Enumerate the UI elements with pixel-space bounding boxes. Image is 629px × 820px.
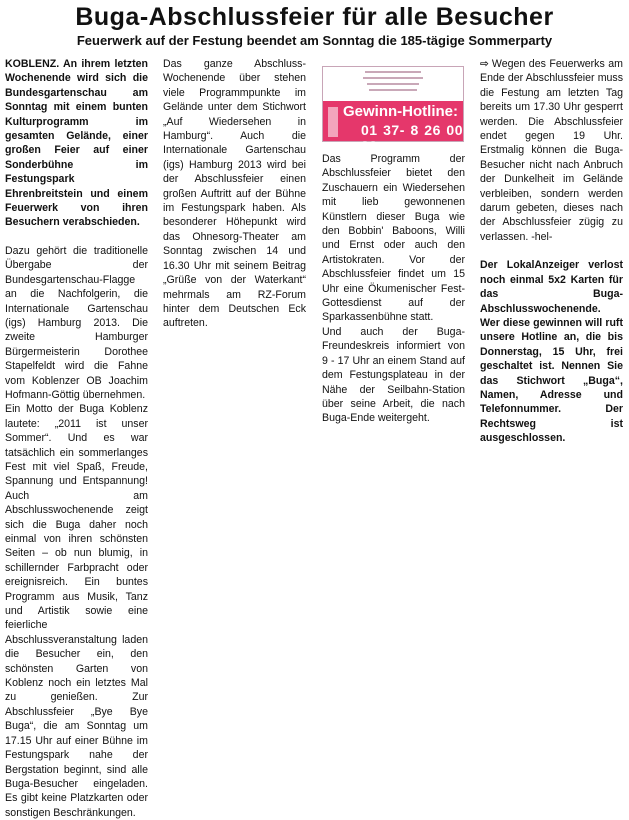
ad-header-area [323, 67, 463, 101]
column-1 [5, 57, 148, 820]
intro-paragraph: KOBLENZ. An ihrem letzten Wochenende wird sich die Bundesgartenschau am Sonntag mit einem bunten Kulturprogramm im gesamten Gelände, einer großen Feier auf einer Sonderbühne im Festungspark Ehrenbreitstein und einem Feuerwerk von ihren Besuchern verabschieden. [5, 58, 148, 229]
hotline-ad [322, 66, 464, 154]
ad-scribble [369, 89, 417, 91]
ad-scribble [363, 77, 423, 79]
ad-title: Gewinn-Hotline: [343, 103, 458, 120]
paragraph-motto: Ein Motto der Buga Koblenz lautete: „2011 ist unser Sommer“. Und es war tatsächlich ein sommerlanges Fest mit viel Spaß, Freude, Spannung und Entspannung! Auch am Abschlusswochenende zeigt sich die Buga daher noch einmal von ihren schönsten Seiten – ob nun blumig, in schillernder Farbpracht oder ereignisreich. Ein buntes Programm aus Musik, Tanz und Artistik sowie eine feierliche Abschlussveranstaltung laden die Besucher ein, den schönsten Garten von Koblenz noch ein letztes Mal zu genießen. Zur Abschlussfeier „Bye Bye Buga“, die am Sonntag um 17.15 Uhr auf einer Bühne im Festungspark nahe der Bergstation beginnt, sind alle Buga-Besucher eingeladen. Es gibt keine Platzkarten oder sonstigen Beschränkungen. [5, 403, 148, 819]
ad-scribble [365, 71, 421, 73]
column-4 [480, 57, 623, 446]
contest-paragraph: Der LokalAnzeiger verlost noch einmal 5x2 Karten für das Buga-Abschlusswochenende. Wer diese gewinnen will ruft unsere Hotline an, die bis Donnerstag, 15 Uhr, frei geschaltet ist. Nennen Sie das Stichwort „Buga“, Namen, Adresse und Telefonnummer. Der Rechtsweg ist ausgeschlossen. [480, 259, 623, 445]
ad-scribble [367, 83, 419, 85]
column-3 [322, 57, 465, 426]
paragraph-fireworks [480, 57, 623, 244]
paragraph-artists: Das Programm der Abschlussfeier bietet den Zuschauern ein Wiedersehen mit lieb gewonnenen Künstlern dieser Buga wie den Bobbin' Baboons, Willi und Ernst oder auch den Artistokraten. Vor der Abschlussfeier findet um 15 Uhr eine Ökumenischer Fest-Gottesdienst auf der Sparkassenbühne statt. [322, 153, 465, 324]
arrow-right-icon: ⇨ [480, 58, 489, 70]
fireworks-text: Wegen des Feuerwerks am Ende der Abschlussfeier muss die Festung am letzten Tag bereits um 17.30 Uhr gesperrt werden. Die Abschlussfeier endet gegen 19 Uhr. Erstmalig können die Buga-Besucher nicht nach Anbruch der Dunkelheit im Gelände verbleiben, sondern werden darum gebeten, dieses nach der Abschlussfeier zügig zu verlassen. [480, 58, 623, 243]
paragraph-program: Das ganze Abschluss-Wochenende über stehen viele Programmpunkte im Gelände unter dem Stichwort „Auf Wiedersehen in Hamburg“. Auch die Internationale Gartenschau (igs) Hamburg 2013 wird bei der Abschlussfeier einen großen Auftritt auf der Bühne im Festungspark haben. Als besonderer Höhepunkt wird das Ohnesorg-Theater am Sonntag zwischen 14 und 16.30 Uhr mit seinem Beitrag „Grüße von der Waterkant“ mehrmals am RZ-Forum hinter dem Deutschen Eck auftreten. [163, 58, 306, 330]
headline: Buga-Abschlussfeier für alle Besucher [75, 3, 554, 31]
column-2 [163, 57, 306, 331]
subheadline: Feuerwerk auf der Festung beendet am Sonntag die 185-tägige Sommerparty [76, 33, 553, 48]
ad-phone-number: 01 37- 8 26 00 83 [361, 122, 463, 154]
author-tag: -hel- [531, 230, 553, 243]
ad-logo [328, 107, 338, 137]
paragraph-flag: Dazu gehört die traditionelle Übergabe der Bundesgartenschau-Flagge an die Nachfolgerin, die Internationale Gartenschau (igs) Hamburg 2013. Die zweite Hamburger Bürgermeisterin Dorothee Stapelfeldt wird die Fahne vom Koblenzer OB Joachim Hofmann-Göttig übernehmen. [5, 244, 148, 401]
paragraph-friends: Und auch der Buga-Freundeskreis informiert von 9 - 17 Uhr an einem Stand auf dem Festungsplateau in der Nähe der Seilbahn-Station über seine Arbeit, die nach Buga-Ende weitergeht. [322, 325, 465, 425]
